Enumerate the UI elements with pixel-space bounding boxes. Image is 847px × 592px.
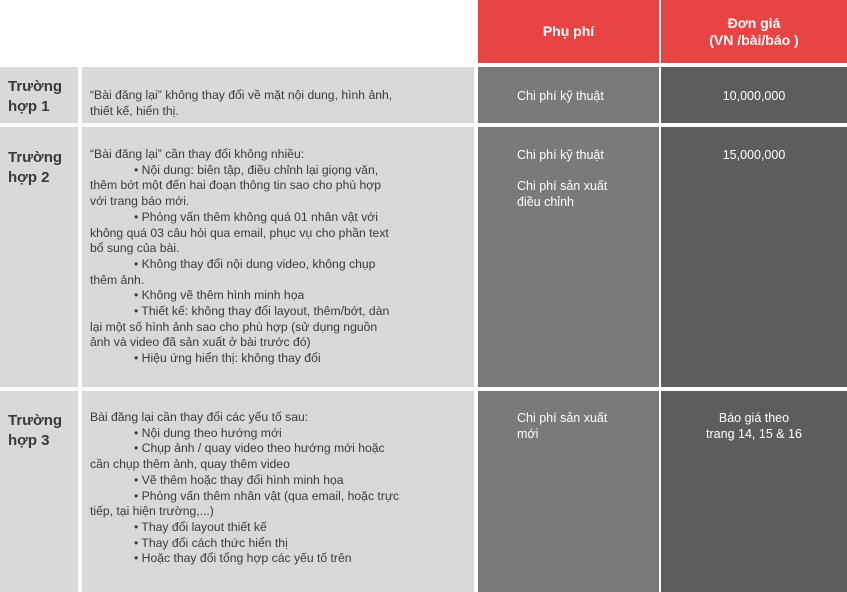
- description-line: thêm bớt một đến hai đoạn thông tin sao cho phù hợp: [90, 178, 382, 193]
- price-value: Báo giá theo: [718, 411, 790, 425]
- price-value: 15,000,000: [722, 148, 786, 162]
- price-value: trang 14, 15 & 16: [706, 427, 802, 441]
- description-line: tiếp, tại hiện trường,...): [90, 504, 214, 519]
- description-bullet: • Nội dung: biên tập, điều chỉnh lại giọng văn,: [134, 162, 379, 177]
- price-cell-3: [661, 391, 847, 592]
- case-label-line2: hợp 1: [8, 98, 50, 115]
- fee-label: điều chỉnh: [517, 195, 574, 209]
- description-line: thêm ảnh.: [90, 272, 145, 287]
- description-line: ảnh và video đã sản xuất ở bài trước đó): [90, 335, 311, 350]
- fee-cell-1: [478, 67, 659, 123]
- case-label-line2: hợp 2: [8, 169, 50, 186]
- case-cell-1: [0, 67, 78, 123]
- header-fee-label: Phụ phí: [542, 23, 595, 39]
- description-bullet: • Thay đổi layout thiết kế: [134, 519, 267, 534]
- case-label-line1: Trường: [8, 412, 63, 429]
- case-label-line2: hợp 3: [8, 432, 50, 449]
- description-bullet: • Không vẽ thêm hình minh họa: [134, 288, 305, 303]
- description-line: Bài đăng lại cần thay đổi các yếu tố sau:: [90, 410, 309, 424]
- fee-label: mới: [517, 427, 539, 441]
- header-price-cell: [661, 0, 847, 63]
- description-line: lại một số hình ảnh sao cho phù hợp (sử dụng nguồn: [90, 319, 378, 334]
- case-label-line1: Trường: [8, 149, 63, 166]
- price-cell-1: [661, 67, 847, 123]
- description-bullet: • Nội dung theo hướng mới: [134, 425, 282, 440]
- fee-cell-2: [478, 127, 659, 387]
- description-bullet: • Thiết kế: không thay đổi layout, thêm/bớt, dàn: [134, 304, 390, 319]
- fee-label: Chi phí kỹ thuật: [517, 89, 604, 103]
- description-bullet: • Hiệu ứng hiển thị: không thay đổi: [134, 351, 321, 366]
- case-label-line1: Trường: [8, 78, 63, 95]
- description-bullet: • Không thay đổi nội dung video, không chụp: [134, 256, 376, 271]
- description-bullet: • Phỏng vấn thêm không quá 01 nhân vật với: [134, 209, 378, 224]
- description-line: với trang báo mới.: [90, 194, 190, 209]
- header-price-label: Đơn giá: [727, 14, 781, 31]
- description-bullet: • Phỏng vấn thêm nhân vật (qua email, hoặc trực: [134, 488, 400, 503]
- fee-cell-3: [478, 391, 659, 592]
- price-value: 10,000,000: [722, 89, 786, 103]
- description-bullet: • Chụp ảnh / quay video theo hướng mới hoặc: [134, 441, 385, 456]
- description-cell-3: [82, 391, 474, 592]
- description-line: cần chụp thêm ảnh, quay thêm video: [90, 457, 290, 472]
- fee-label: Chi phí kỹ thuật: [517, 148, 604, 162]
- header-price-unit: (VN /bài/báo ): [709, 31, 799, 48]
- description-cell-1: [82, 67, 474, 123]
- description-line: thiết kế, hiển thị.: [90, 103, 179, 118]
- price-cell-2: [661, 127, 847, 387]
- fee-label: Chi phí sản xuất: [517, 179, 608, 193]
- description-bullet: • Hoặc thay đổi tổng hợp các yếu tố trên: [134, 551, 352, 566]
- description-line: bổ sung của bài.: [90, 241, 180, 256]
- case-cell-2: [0, 127, 78, 387]
- description-bullet: • Thay đổi cách thức hiển thị: [134, 535, 288, 550]
- description-line: “Bài đăng lại” cần thay đổi không nhiều:: [90, 147, 305, 161]
- description-line: “Bài đăng lại” không thay đổi về mặt nội dung, hình ảnh,: [90, 88, 393, 102]
- case-cell-3: [0, 391, 78, 592]
- description-cell-2: [82, 127, 474, 387]
- fee-label: Chi phí sản xuất: [517, 411, 608, 425]
- description-bullet: • Vẽ thêm hoặc thay đổi hình minh họa: [134, 472, 344, 487]
- header-fee-cell: [478, 0, 659, 63]
- description-line: không quá 03 câu hỏi qua email, phục vụ cho phần text: [90, 225, 389, 240]
